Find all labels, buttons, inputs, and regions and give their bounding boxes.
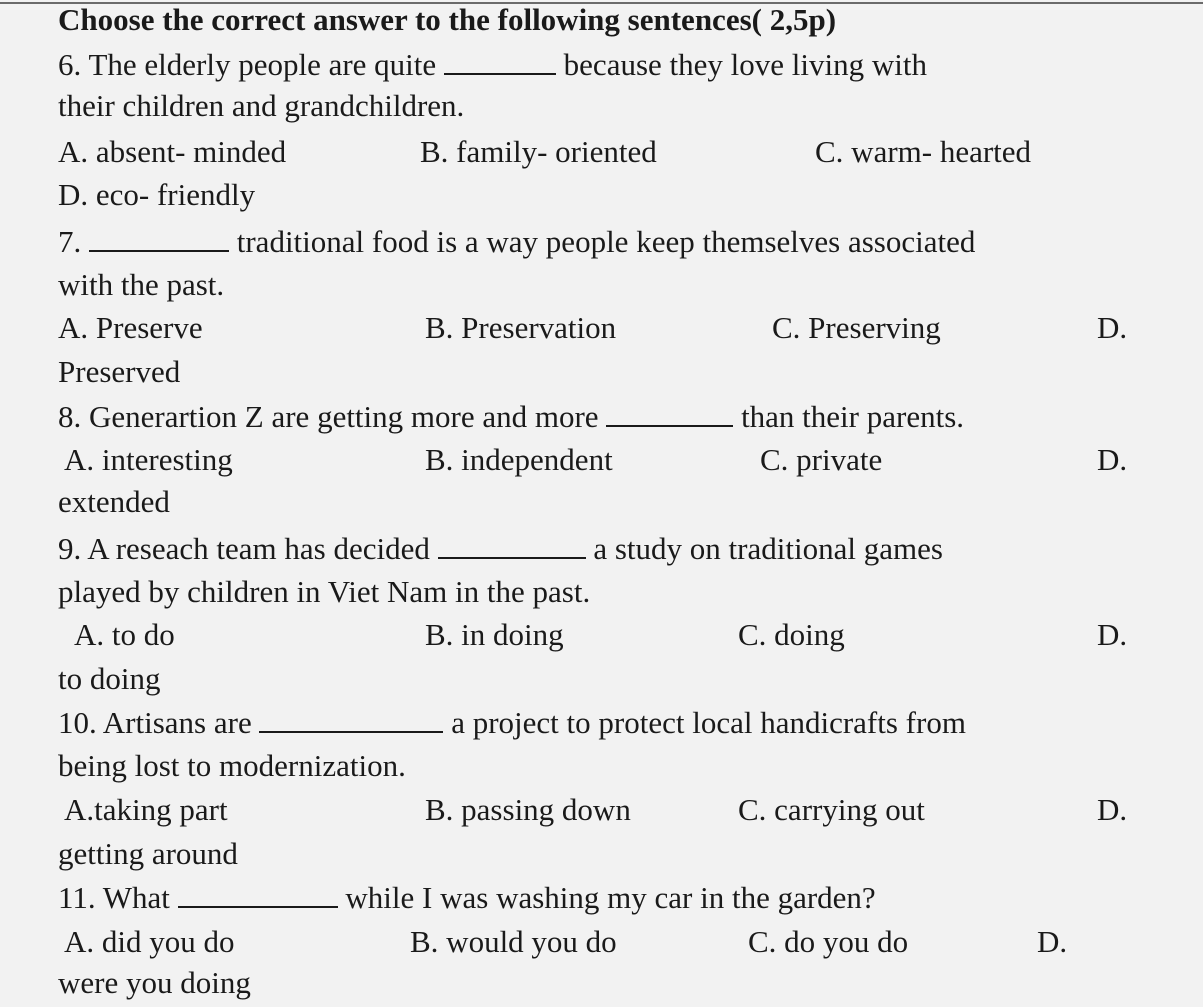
- q7-option-b[interactable]: B. Preservation: [425, 310, 617, 345]
- q7-option-c[interactable]: C. Preserving: [772, 310, 941, 345]
- section-title: Choose the correct answer to the following sentences( 2,5p): [58, 2, 837, 37]
- question-9-blank[interactable]: [438, 531, 586, 559]
- question-6-text-a: 6. The elderly people are quite: [58, 47, 437, 82]
- question-6-line-2: their children and grandchildren.: [58, 88, 465, 123]
- q6-option-a[interactable]: A. absent- minded: [58, 134, 287, 169]
- question-11-blank[interactable]: [178, 880, 338, 908]
- q8-option-d-text[interactable]: extended: [58, 484, 170, 519]
- q7-option-a[interactable]: A. Preserve: [58, 310, 203, 345]
- question-10-text-b: a project to protect local handicrafts from: [451, 705, 966, 740]
- question-10-line-1: [58, 703, 966, 743]
- q10-option-d-text[interactable]: getting around: [58, 836, 238, 871]
- q9-option-d[interactable]: D.: [1097, 617, 1128, 652]
- question-10-line-2: being lost to modernization.: [58, 748, 406, 783]
- question-7-line-2: with the past.: [58, 267, 225, 302]
- question-6-line-1: [58, 45, 927, 85]
- question-8-text-b: than their parents.: [741, 399, 965, 434]
- q11-option-b[interactable]: B. would you do: [410, 924, 617, 959]
- question-11-line-1: [58, 878, 876, 918]
- q7-option-d[interactable]: D.: [1097, 310, 1128, 345]
- question-7-line-1: [58, 222, 975, 262]
- question-9-line-1: [58, 529, 943, 569]
- question-11-text-b: while I was washing my car in the garden?: [345, 880, 876, 915]
- q10-option-c[interactable]: C. carrying out: [738, 792, 925, 827]
- question-10-text-a: 10. Artisans are: [58, 705, 252, 740]
- q7-option-d-text[interactable]: Preserved: [58, 354, 181, 389]
- q9-option-c[interactable]: C. doing: [738, 617, 845, 652]
- question-8-blank[interactable]: [606, 399, 733, 427]
- q6-option-d[interactable]: D. eco- friendly: [58, 177, 256, 212]
- q10-option-d[interactable]: D.: [1097, 792, 1128, 827]
- q10-option-b[interactable]: B. passing down: [425, 792, 631, 827]
- q10-option-a[interactable]: A.taking part: [64, 792, 228, 827]
- question-10-blank[interactable]: [259, 705, 443, 733]
- question-7-text-b: traditional food is a way people keep themselves associated: [236, 224, 976, 259]
- question-6-text-b: because they love living with: [563, 47, 927, 82]
- q11-option-d[interactable]: D.: [1037, 924, 1068, 959]
- q8-option-d[interactable]: D.: [1097, 442, 1128, 477]
- question-8-line-1: [58, 397, 964, 437]
- q6-option-c[interactable]: C. warm- hearted: [815, 134, 1032, 169]
- question-9-text-b: a study on traditional games: [593, 531, 943, 566]
- q9-option-d-text[interactable]: to doing: [58, 661, 161, 696]
- q8-option-b[interactable]: B. independent: [425, 442, 613, 477]
- question-9-text-a: 9. A reseach team has decided: [58, 531, 430, 566]
- q11-option-c[interactable]: C. do you do: [748, 924, 909, 959]
- q8-option-c[interactable]: C. private: [760, 442, 883, 477]
- q8-option-a[interactable]: A. interesting: [64, 442, 233, 477]
- question-11-text-a: 11. What: [58, 880, 170, 915]
- question-9-line-2: played by children in Viet Nam in the past.: [58, 574, 591, 609]
- q11-option-a[interactable]: A. did you do: [64, 924, 235, 959]
- q6-option-b[interactable]: B. family- oriented: [420, 134, 657, 169]
- question-7-blank[interactable]: [89, 224, 229, 252]
- question-8-text-a: 8. Generartion Z are getting more and more: [58, 399, 599, 434]
- q11-option-d-text[interactable]: were you doing: [58, 965, 251, 1000]
- q9-option-b[interactable]: B. in doing: [425, 617, 564, 652]
- question-7-text-a: 7.: [58, 224, 82, 259]
- q9-option-a[interactable]: A. to do: [74, 617, 175, 652]
- question-6-blank[interactable]: [444, 47, 556, 75]
